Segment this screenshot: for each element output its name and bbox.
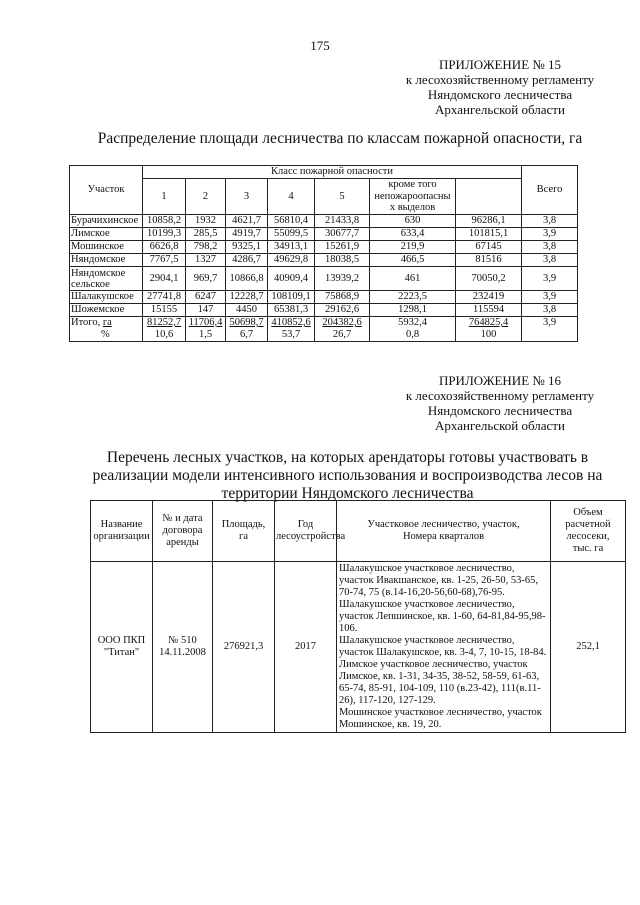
table-cell: 7767,5 xyxy=(143,254,186,267)
header-text-line: кроме того xyxy=(388,179,437,191)
table-cell: 10199,3 xyxy=(143,228,186,241)
table-cell: 630 xyxy=(370,215,456,228)
contract-cell xyxy=(153,562,213,733)
header-text-line: аренды xyxy=(166,537,199,548)
header-text-line: договора xyxy=(162,525,203,536)
uchastok-name: Лимское xyxy=(70,228,143,241)
header-contract xyxy=(153,501,213,562)
appendix-15-line: к лесохозяйственному регламенту xyxy=(405,72,595,87)
table-cell: 1298,1 xyxy=(370,304,456,317)
table-cell: 108109,1 xyxy=(268,291,315,304)
org-line: ООО ПКП xyxy=(97,635,146,646)
table-row-total xyxy=(70,317,578,342)
table-cell: 12228,7 xyxy=(226,291,268,304)
table-cell: 4919,7 xyxy=(226,228,268,241)
page-number: 175 xyxy=(310,38,330,53)
year-cell: 2017 xyxy=(275,562,337,733)
table-cell: 30677,7 xyxy=(315,228,370,241)
table-cell: 96286,1 xyxy=(456,215,522,228)
header-text-line: Площадь, xyxy=(221,519,266,530)
header-text-line: непожароопасны xyxy=(374,190,451,202)
header-org xyxy=(91,501,153,562)
total-value: 3,9 xyxy=(542,317,557,328)
appendix-16-line: Няндомского лесничества xyxy=(427,403,573,418)
header-text-line: х выделов xyxy=(389,202,436,214)
header-total: Всего xyxy=(522,166,578,215)
appendix-15-title: ПРИЛОЖЕНИЕ № 15 xyxy=(438,57,562,72)
district-entry: Шалакушское участковое лесничество, участок Шалакушское, кв. 3-4, 7, 10-15, 18-84. xyxy=(339,635,547,658)
total-unit: га xyxy=(102,317,112,328)
header-text-line: лесосеки, xyxy=(566,531,610,542)
header-text-line: организации xyxy=(93,531,150,542)
contract-line: № 510 xyxy=(168,635,197,646)
header-class: 3 xyxy=(226,179,268,215)
header-district xyxy=(337,501,551,562)
total-label-cell xyxy=(70,317,143,342)
total-pct: 100 xyxy=(480,329,497,340)
table-cell: 2904,1 xyxy=(143,267,186,291)
total-cell xyxy=(268,317,315,342)
total-value: 11706,4 xyxy=(188,317,223,328)
forest-plots-table xyxy=(90,500,626,733)
uchastok-name: Бурачихинское xyxy=(70,215,143,228)
table-cell: 13939,2 xyxy=(315,267,370,291)
header-text-line: Название xyxy=(100,519,143,530)
org-line: "Титан" xyxy=(103,647,140,658)
table-cell: 56810,4 xyxy=(268,215,315,228)
table-row xyxy=(70,228,578,241)
total-cell xyxy=(456,317,522,342)
total-pct: 26,7 xyxy=(332,329,352,340)
total-pct-label: % xyxy=(101,329,110,340)
table-cell: 75868,9 xyxy=(315,291,370,304)
total-label-line xyxy=(71,317,141,329)
table-cell: 4621,7 xyxy=(226,215,268,228)
table-cell: 798,2 xyxy=(186,241,226,254)
uchastok-name: Няндомское сельское xyxy=(70,267,143,291)
fire-danger-table xyxy=(69,165,578,342)
table-row xyxy=(70,304,578,317)
table-cell: 6247 xyxy=(186,291,226,304)
uchastok-name: Шожемское xyxy=(70,304,143,317)
table-row xyxy=(70,254,578,267)
district-entry: Шалакушское участковое лесничество, участок Ивакшанское, кв. 1-25, 26-50, 53-65, 70-74, 75 (в.14-16,20-56,60-68),76-95. xyxy=(339,563,538,598)
table-cell: 21433,8 xyxy=(315,215,370,228)
table-cell: 1327 xyxy=(186,254,226,267)
district-entry: Мошинское участковое лесничество, участок Мошинское, кв. 19, 20. xyxy=(339,707,542,730)
header-text-line: тыс. га xyxy=(572,543,604,554)
table-cell: 147 xyxy=(186,304,226,317)
table-cell: 461 xyxy=(370,267,456,291)
total-pct: 6,7 xyxy=(239,329,254,340)
total-cell xyxy=(226,317,268,342)
table-cell: 3,9 xyxy=(522,291,578,304)
table-cell: 6626,8 xyxy=(143,241,186,254)
uchastok-name: Шалакушское xyxy=(70,291,143,304)
header-text-line: Участковое лесничество, участок, xyxy=(367,519,520,530)
table-row xyxy=(70,267,578,291)
table-cell: 232419 xyxy=(456,291,522,304)
appendix-16-title: ПРИЛОЖЕНИЕ № 16 xyxy=(438,373,562,388)
table-cell: 101815,1 xyxy=(456,228,522,241)
total-value: 764825,4 xyxy=(468,317,509,328)
header-class-group: Класс пожарной опасности xyxy=(143,166,522,179)
title-line: Перечень лесных участков, на которых арендаторы готовы участвовать в xyxy=(106,449,589,466)
appendix-15-line: Няндомского лесничества xyxy=(427,87,573,102)
total-value: 5932,4 xyxy=(398,317,427,328)
header-text-line: расчетной xyxy=(565,519,611,530)
total-pct: 0,8 xyxy=(405,329,420,340)
table-cell: 27741,8 xyxy=(143,291,186,304)
table-cell: 10858,2 xyxy=(143,215,186,228)
table-cell: 34913,1 xyxy=(268,241,315,254)
total-value: 50698,7 xyxy=(229,317,264,328)
table-cell: 219,9 xyxy=(370,241,456,254)
header-uchastok: Участок xyxy=(70,166,143,215)
table-cell: 3,8 xyxy=(522,304,578,317)
header-class: 4 xyxy=(268,179,315,215)
table-cell: 3,9 xyxy=(522,267,578,291)
table-cell: 3,9 xyxy=(522,228,578,241)
total-pct: 1,5 xyxy=(198,329,213,340)
table-cell: 3,8 xyxy=(522,215,578,228)
table-cell: 65381,3 xyxy=(268,304,315,317)
total-cell xyxy=(522,317,578,342)
total-value: 410852,6 xyxy=(271,317,311,328)
appendix-15-header xyxy=(380,57,620,117)
table-cell: 18038,5 xyxy=(315,254,370,267)
area-cell: 276921,3 xyxy=(213,562,275,733)
table-cell: 67145 xyxy=(456,241,522,254)
table-cell: 285,5 xyxy=(186,228,226,241)
appendix-16-header xyxy=(380,373,620,433)
table-row xyxy=(70,215,578,228)
header-area xyxy=(213,501,275,562)
header-class: 1 xyxy=(143,179,186,215)
title-line: территории Няндомского лесничества xyxy=(221,485,474,502)
total-label: Итого, xyxy=(71,317,101,328)
header-except xyxy=(370,179,456,215)
table-cell: 4450 xyxy=(226,304,268,317)
total-cell xyxy=(186,317,226,342)
table-cell: 2223,5 xyxy=(370,291,456,304)
appendix-15-line: Архангельской области xyxy=(435,102,565,117)
total-pct: 10,6 xyxy=(154,329,174,340)
table-cell: 466,5 xyxy=(370,254,456,267)
total-pct: 53,7 xyxy=(281,329,301,340)
total-cell xyxy=(315,317,370,342)
contract-line: 14.11.2008 xyxy=(159,647,206,658)
header-cut xyxy=(551,501,626,562)
header-text-line: № и дата xyxy=(162,513,203,524)
table-cell: 633,4 xyxy=(370,228,456,241)
appendix-16-line: к лесохозяйственному регламенту xyxy=(405,388,595,403)
total-cell xyxy=(143,317,186,342)
table-row xyxy=(70,291,578,304)
total-value: 204382,6 xyxy=(322,317,362,328)
cut-cell: 252,1 xyxy=(551,562,626,733)
table-cell: 4286,7 xyxy=(226,254,268,267)
table-cell: 3,8 xyxy=(522,254,578,267)
title-line: реализации модели интенсивного использования и воспроизводства лесов на xyxy=(92,467,603,484)
district-cell xyxy=(337,562,551,733)
header-text-line: Номера кварталов xyxy=(402,531,485,542)
uchastok-name: Няндомское xyxy=(70,254,143,267)
table-cell: 15155 xyxy=(143,304,186,317)
table-cell: 40909,4 xyxy=(268,267,315,291)
table-cell: 15261,9 xyxy=(315,241,370,254)
table-cell: 81516 xyxy=(456,254,522,267)
table-cell: 1932 xyxy=(186,215,226,228)
header-class: 5 xyxy=(315,179,370,215)
district-entry: Лимское участковое лесничество, участок Лимское, кв. 1-31, 34-35, 38-52, 58-59, 61-63, 65-74, 85-91, 104-109, 110 (в.23-42), 111(в.11-26), 117-120, 127-129. xyxy=(339,659,541,706)
table-cell: 70050,2 xyxy=(456,267,522,291)
appendix-16-line: Архангельской области xyxy=(435,418,565,433)
table-cell: 10866,8 xyxy=(226,267,268,291)
district-entry: Шалакушское участковое лесничество, участок Лепшинское, кв. 1-60, 64-81,84-95,98-106. xyxy=(339,599,546,634)
forest-plots-title xyxy=(70,449,625,503)
table-row xyxy=(91,562,626,733)
table-cell: 9325,1 xyxy=(226,241,268,254)
header-class: 2 xyxy=(186,179,226,215)
header-text-line: Объем xyxy=(573,507,603,518)
header-text-line: Год xyxy=(297,519,314,530)
table-cell: 969,7 xyxy=(186,267,226,291)
fire-danger-table-body xyxy=(70,215,578,317)
uchastok-name: Мошинское xyxy=(70,241,143,254)
total-cell xyxy=(370,317,456,342)
table-cell: 29162,6 xyxy=(315,304,370,317)
header-year xyxy=(275,501,346,562)
header-text-line: га xyxy=(239,531,248,542)
table-cell: 3,8 xyxy=(522,241,578,254)
table-cell: 55099,5 xyxy=(268,228,315,241)
org-cell xyxy=(91,562,153,733)
header-text-line: лесоустройства xyxy=(276,531,346,542)
fire-danger-table-title: Распределение площади лесничества по классам пожарной опасности, га xyxy=(97,130,583,147)
table-cell: 49629,8 xyxy=(268,254,315,267)
table-row xyxy=(70,241,578,254)
table-cell: 115594 xyxy=(456,304,522,317)
total-value: 81252,7 xyxy=(146,317,182,328)
